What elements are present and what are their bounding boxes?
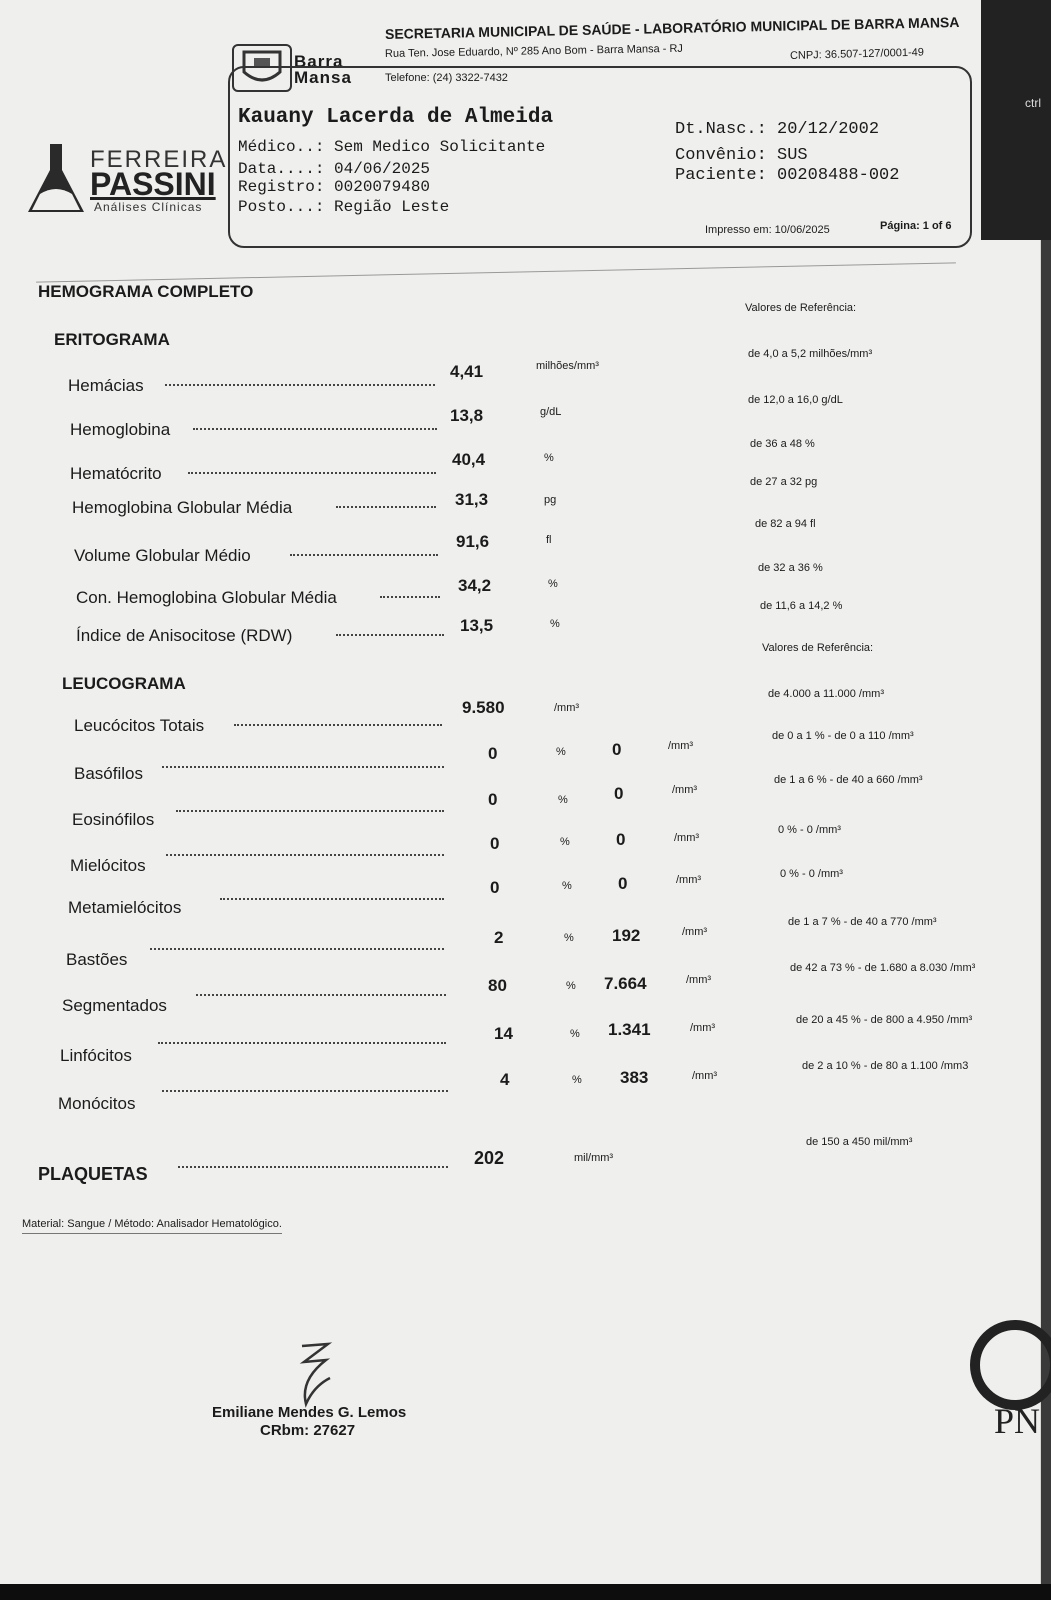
row-unit: milhões/mm³ [536, 360, 599, 372]
row-absolute: 383 [620, 1068, 649, 1087]
row-unit: % [548, 578, 558, 590]
row-unit: /mm³ [554, 702, 580, 714]
row-label: Metamielócitos [68, 898, 182, 917]
page-number: Página: 1 of 6 [880, 220, 952, 232]
row-label: Bastões [66, 950, 128, 969]
row-reference: de 4.000 a 11.000 /mm³ [768, 688, 884, 700]
row-label: Mielócitos [70, 856, 146, 875]
exam-title: HEMOGRAMA COMPLETO [38, 282, 254, 301]
row-reference: de 0 a 1 % - de 0 a 110 /mm³ [772, 730, 914, 742]
row-unit: fl [546, 534, 552, 546]
row-absolute: 0 [618, 874, 628, 893]
reference-header: Valores de Referência: [745, 302, 857, 314]
printed-date: Impresso em: 10/06/2025 [705, 224, 830, 236]
convenio-field: Convênio: SUS [675, 146, 808, 165]
lab-logo-line2: PASSINI [90, 166, 216, 202]
row-reference: de 20 a 45 % - de 800 a 4.950 /mm³ [796, 1014, 973, 1026]
row-label: Volume Globular Médio [74, 546, 251, 565]
row-value: 31,3 [455, 490, 489, 509]
row-percent: 4 [500, 1070, 510, 1089]
row-value: 91,6 [456, 532, 490, 551]
row-percent: 2 [494, 928, 504, 947]
lab-logo-line3: Análises Clínicas [94, 200, 203, 214]
row-absolute: 7.664 [604, 974, 647, 993]
row-percent: 0 [490, 834, 500, 853]
leucograma-title: LEUCOGRAMA [62, 674, 186, 693]
row-reference: de 1 a 7 % - de 40 a 770 /mm³ [788, 916, 937, 928]
row-absolute: 0 [612, 740, 622, 759]
row-label: Leucócitos Totais [74, 716, 205, 735]
row-value: 13,8 [450, 406, 484, 425]
row-percent-unit: % [572, 1074, 582, 1086]
row-absolute: 0 [614, 784, 624, 803]
lab-address: Rua Ten. Jose Eduardo, Nº 285 Ano Bom - Barra Mansa - RJ [384, 42, 683, 60]
corner-brand-text: PN [993, 1401, 1040, 1441]
row-absolute-unit: /mm³ [668, 740, 694, 752]
row-reference: de 36 a 48 % [750, 438, 815, 450]
background-keyboard [981, 0, 1051, 240]
row-percent-unit: % [564, 932, 574, 944]
posto-field: Posto...: Região Leste [238, 198, 450, 216]
signer-name: Emiliane Mendes G. Lemos [212, 1404, 407, 1421]
row-value: 40,4 [452, 450, 486, 469]
lab-logo-line1: FERREIRA [90, 146, 228, 173]
row-label: Con. Hemoglobina Globular Média [76, 588, 337, 607]
row-absolute-unit: /mm³ [672, 784, 698, 796]
row-absolute-unit: /mm³ [676, 874, 702, 886]
registro-field: Registro: 0020079480 [238, 178, 431, 196]
leucograma-reference-header: Valores de Referência: [762, 642, 874, 654]
background-surface [0, 1584, 1051, 1600]
corner-circle-logo [970, 1320, 1051, 1410]
ferreira-passini-logo [22, 140, 232, 220]
patient-name: Kauany Lacerda de Almeida [238, 106, 554, 129]
row-label: Hemácias [68, 376, 144, 395]
dt-nasc-field: Dt.Nasc.: 20/12/2002 [675, 120, 880, 139]
row-label: Índice de Anisocitose (RDW) [76, 626, 293, 645]
row-reference: 0 % - 0 /mm³ [778, 824, 841, 836]
row-label: Linfócitos [60, 1046, 132, 1065]
row-reference: de 12,0 a 16,0 g/dL [748, 394, 843, 406]
row-reference: 0 % - 0 /mm³ [780, 868, 843, 880]
patient-info-box [228, 66, 972, 248]
row-absolute-unit: /mm³ [692, 1070, 718, 1082]
data-field: Data....: 04/06/2025 [238, 160, 431, 178]
row-percent: 14 [494, 1024, 513, 1043]
paciente-field: Paciente: 00208488-002 [675, 166, 900, 185]
row-percent-unit: % [558, 794, 568, 806]
row-reference: de 4,0 a 5,2 milhões/mm³ [748, 348, 873, 360]
row-percent: 0 [488, 790, 498, 809]
lab-phone: Telefone: (24) 3322-7432 [385, 72, 508, 84]
header-divider [36, 262, 956, 282]
row-unit: pg [544, 494, 557, 506]
city-logo-line2: Mansa [294, 68, 352, 87]
row-reference: de 150 a 450 mil/mm³ [806, 1136, 913, 1148]
row-reference: de 1 a 6 % - de 40 a 660 /mm³ [774, 774, 923, 786]
row-label: Hemoglobina [70, 420, 171, 439]
row-value: 13,5 [460, 616, 494, 635]
eritograma-title: ERITOGRAMA [54, 330, 170, 349]
row-unit: mil/mm³ [574, 1152, 614, 1164]
row-percent: 80 [488, 976, 507, 995]
lab-cnpj: CNPJ: 36.507-127/0001-49 [789, 46, 925, 62]
material-method: Material: Sangue / Método: Analisador Hematológico. [22, 1218, 282, 1234]
row-reference: de 32 a 36 % [758, 562, 823, 574]
row-absolute-unit: /mm³ [682, 926, 708, 938]
row-unit: g/dL [540, 406, 562, 418]
row-label: PLAQUETAS [38, 1164, 148, 1184]
row-label: Monócitos [58, 1094, 136, 1113]
flask-icon [22, 140, 92, 220]
row-percent-unit: % [560, 836, 570, 848]
row-unit: % [544, 452, 554, 464]
row-absolute-unit: /mm³ [686, 974, 712, 986]
row-reference: de 42 a 73 % - de 1.680 a 8.030 /mm³ [790, 962, 976, 974]
row-absolute: 1.341 [608, 1020, 651, 1039]
row-percent-unit: % [570, 1028, 580, 1040]
row-reference: de 27 a 32 pg [750, 476, 818, 488]
row-reference: de 11,6 a 14,2 % [760, 600, 843, 612]
row-percent-unit: % [566, 980, 576, 992]
row-value: 202 [474, 1148, 505, 1168]
row-percent-unit: % [556, 746, 566, 758]
row-value: 34,2 [458, 576, 492, 595]
row-label: Hemoglobina Globular Média [72, 498, 293, 517]
row-absolute: 192 [612, 926, 641, 945]
row-label: Basófilos [74, 764, 143, 783]
row-percent: 0 [488, 744, 498, 763]
keyboard-key-label: ctrl [1025, 96, 1041, 110]
row-label: Segmentados [62, 996, 167, 1015]
row-percent: 0 [490, 878, 500, 897]
medico-field: Médico..: Sem Medico Solicitante [238, 138, 546, 156]
row-percent-unit: % [562, 880, 572, 892]
row-value: 9.580 [462, 698, 505, 717]
secretariat-title: SECRETARIA MUNICIPAL DE SAÚDE - LABORATÓRIO MUNICIPAL DE BARRA MANSA [384, 13, 960, 42]
row-absolute-unit: /mm³ [674, 832, 700, 844]
signer-crbm: CRbm: 27627 [260, 1422, 356, 1439]
row-reference: de 2 a 10 % - de 80 a 1.100 /mm3 [802, 1060, 969, 1072]
row-value: 4,41 [450, 362, 484, 381]
row-absolute-unit: /mm³ [690, 1022, 716, 1034]
city-logo-line1: Barra [294, 52, 344, 71]
row-reference: de 82 a 94 fl [755, 518, 816, 530]
row-absolute: 0 [616, 830, 626, 849]
row-label: Hematócrito [70, 464, 162, 483]
row-label: Eosinófilos [72, 810, 155, 829]
row-unit: % [550, 618, 560, 630]
